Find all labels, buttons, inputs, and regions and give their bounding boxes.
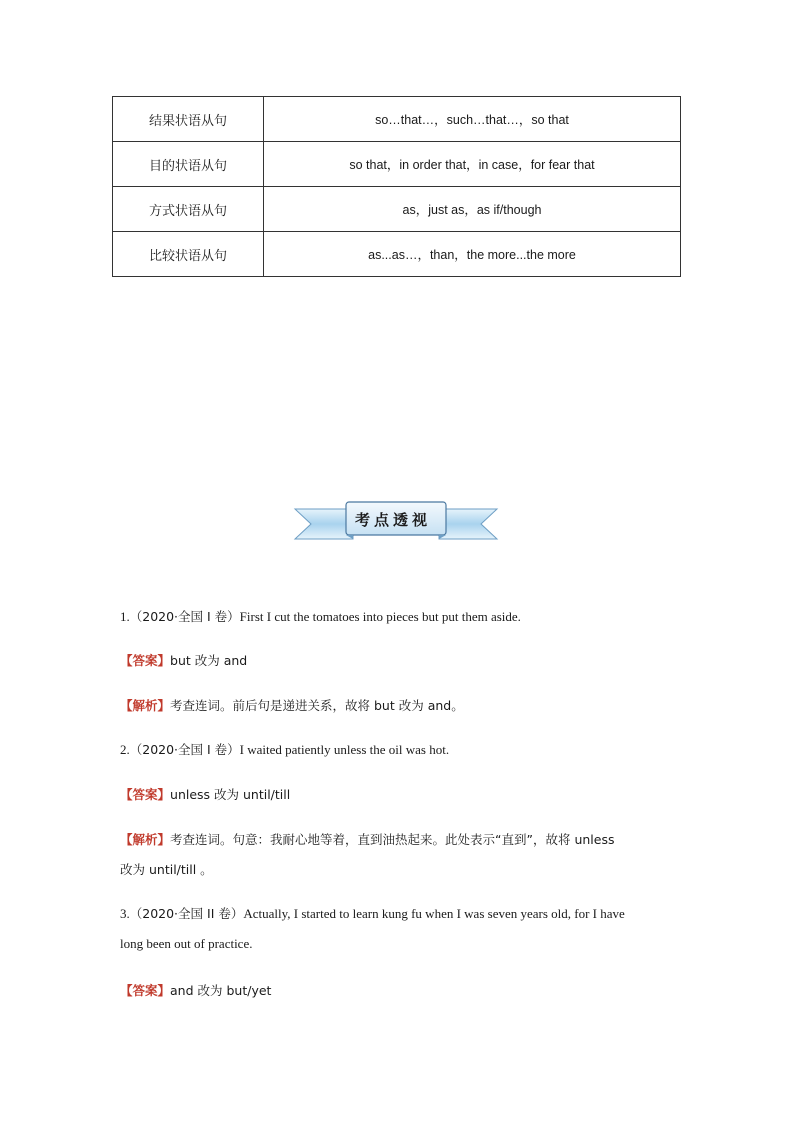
question-1 xyxy=(120,602,690,632)
answer-text: and 改为 but/yet xyxy=(170,983,272,998)
question-number: 2. xyxy=(120,742,130,757)
explanation-tag: 【解析】 xyxy=(120,832,171,847)
question-number: 3. xyxy=(120,906,130,921)
table-row xyxy=(113,187,681,232)
explanation-1 xyxy=(120,691,690,721)
answer-tag: 【答案】 xyxy=(120,787,171,802)
question-2 xyxy=(120,735,690,765)
conjunction-cell: as...as…，than，the more...the more xyxy=(264,232,681,277)
answer-3 xyxy=(120,976,690,1006)
conjunction-cell: as，just as，as if/though xyxy=(264,187,681,232)
conjunction-cell: so that，in order that，in case，for fear that xyxy=(264,142,681,187)
clause-type-cell: 方式状语从句 xyxy=(113,187,264,232)
section-banner xyxy=(293,498,499,544)
answer-1 xyxy=(120,646,690,676)
explanation-2 xyxy=(120,825,690,855)
question-text: I waited patiently unless the oil was hot. xyxy=(239,742,450,757)
explanation-text: 改为 until/till 。 xyxy=(120,862,213,877)
explanation-tag: 【解析】 xyxy=(120,698,171,713)
question-number: 1. xyxy=(120,609,130,624)
answer-text: but 改为 and xyxy=(170,653,248,668)
question-text: First I cut the tomatoes into pieces but put them aside. xyxy=(239,609,521,624)
question-source: （2020·全国 II 卷） xyxy=(129,906,244,921)
answer-tag: 【答案】 xyxy=(120,653,171,668)
answer-2 xyxy=(120,780,690,810)
table-row xyxy=(113,97,681,142)
question-text: Actually, I started to learn kung fu when I was seven years old, for I have xyxy=(243,906,625,921)
table-row xyxy=(113,142,681,187)
question-text: long been out of practice. xyxy=(120,936,253,951)
explanation-text: 考查连词。句意：我耐心地等着，直到油热起来。此处表示“直到”，故将 unless xyxy=(170,832,615,847)
clause-type-cell: 目的状语从句 xyxy=(113,142,264,187)
table-row xyxy=(113,232,681,277)
conjunction-table xyxy=(112,96,681,277)
explanation-2-continued xyxy=(120,855,690,885)
clause-type-cell: 比较状语从句 xyxy=(113,232,264,277)
clause-type-cell: 结果状语从句 xyxy=(113,97,264,142)
question-source: （2020·全国 I 卷） xyxy=(129,742,240,757)
banner-title: 考点透视 xyxy=(354,510,431,529)
answer-tag: 【答案】 xyxy=(120,983,171,998)
question-source: （2020·全国 I 卷） xyxy=(129,609,240,624)
question-3-continued xyxy=(120,929,690,959)
answer-text: unless 改为 until/till xyxy=(170,787,291,802)
question-3 xyxy=(120,899,690,929)
explanation-text: 考查连词。前后句是递进关系，故将 but 改为 and。 xyxy=(170,698,464,713)
conjunction-cell: so…that…，such…that…，so that xyxy=(264,97,681,142)
